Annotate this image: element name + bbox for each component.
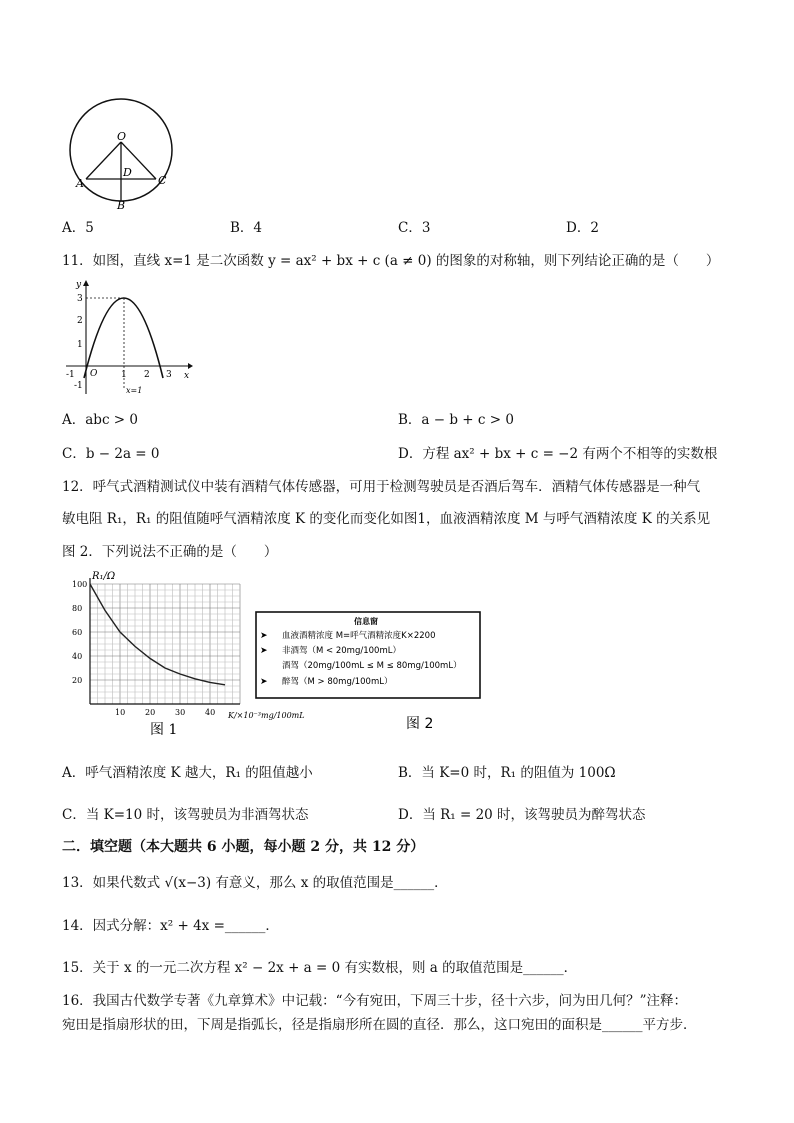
fig1-xtick-label: 30 bbox=[175, 708, 186, 717]
q11-option-c[interactable]: C．b − 2a = 0 bbox=[62, 446, 160, 462]
q10-option-a[interactable]: A．5 bbox=[62, 220, 94, 236]
q12-option-c[interactable]: C．当 K=10 时，该驾驶员为非酒驾状态 bbox=[62, 807, 309, 823]
fig2-row-4: 醉驾（M > 80mg/100mL） bbox=[282, 677, 393, 687]
x-axis-arrow bbox=[188, 363, 193, 369]
fig1-xticks bbox=[115, 708, 215, 717]
q11-stem: 11．如图，直线 x=1 是二次函数 y = ax² + bx + c (a ≠ 0) 的图象的对称轴，则下列结论正确的是（ ） bbox=[62, 253, 720, 269]
y-axis-arrow bbox=[83, 280, 89, 286]
label-c: C bbox=[158, 174, 167, 187]
label-symmetry-axis: x=1 bbox=[126, 386, 143, 395]
fig1-xlabel: K/×10⁻³mg/100mL bbox=[228, 711, 305, 720]
q11-option-b[interactable]: B．a − b + c > 0 bbox=[398, 412, 514, 428]
q12-option-b[interactable]: B．当 K=0 时，R₁ 的阻值为 100Ω bbox=[398, 765, 616, 781]
q10-option-c[interactable]: C．3 bbox=[398, 220, 431, 236]
q12-stem-line2: 敏电阻 R₁，R₁ 的阻值随呼气酒精浓度 K 的变化而变化如图1，血液酒精浓度 M 与呼气酒精浓度 K 的关系见 bbox=[62, 511, 711, 527]
fig2-info-box bbox=[254, 610, 484, 738]
label-o: O bbox=[117, 130, 127, 143]
tick-y1: 1 bbox=[77, 340, 83, 350]
q10-option-b[interactable]: B．4 bbox=[230, 220, 263, 236]
fig1-ytick-label: 40 bbox=[72, 652, 83, 661]
fig1-caption: 图 1 bbox=[150, 722, 178, 738]
fig2-row-2: 非酒驾（M < 20mg/100mL） bbox=[282, 646, 401, 656]
q16-line1: 16．我国古代数学专著《九章算术》中记载：“今有宛田，下周三十步，径十六步，问为田几何？”注释： bbox=[62, 993, 687, 1009]
label-b: B bbox=[117, 199, 126, 210]
fig1-ytick-label: 80 bbox=[72, 604, 83, 613]
label-d: D bbox=[123, 166, 132, 179]
fig2-title: 信息窗 bbox=[354, 617, 378, 626]
fig1-xtick-label: 10 bbox=[115, 708, 126, 717]
tick-xm1: -1 bbox=[66, 370, 75, 380]
q15: 15．关于 x 的一元二次方程 x² − 2x + a = 0 有实数根，则 a 的取值范围是______． bbox=[62, 960, 578, 976]
fig1-ytick-label: 20 bbox=[72, 676, 83, 685]
q10-option-d[interactable]: D．2 bbox=[566, 220, 599, 236]
tick-x3: 3 bbox=[166, 370, 172, 380]
fig1-yticks bbox=[72, 580, 87, 685]
fig1-xtick-label: 40 bbox=[205, 708, 216, 717]
fig1-grid bbox=[90, 584, 240, 704]
q16-line2: 宛田是指扇形状的田，下周是指弧长，径是指扇形所在圆的直径．那么，这口宛田的面积是______平方步． bbox=[62, 1017, 697, 1033]
fig1-ytick-label: 60 bbox=[72, 628, 83, 637]
label-origin: O bbox=[90, 369, 98, 379]
fig2-row-3: 酒驾（20mg/100mL ≤ M ≤ 80mg/100mL） bbox=[282, 661, 462, 671]
tick-x2: 2 bbox=[144, 370, 150, 380]
fig2-row-1: 血液酒精浓度 M=呼气酒精浓度K×2200 bbox=[282, 631, 436, 641]
q13: 13．如果代数式 √(x−3) 有意义，那么 x 的取值范围是______． bbox=[62, 875, 448, 891]
label-y: y bbox=[76, 280, 82, 290]
q11-option-a[interactable]: A．abc > 0 bbox=[62, 412, 138, 428]
fig2-bullet-2: ➤ bbox=[260, 646, 268, 656]
q12-stem-line3: 图 2．下列说法不正确的是（ ） bbox=[62, 544, 278, 560]
fig1-xtick-label: 20 bbox=[145, 708, 156, 717]
tick-y2: 2 bbox=[77, 316, 83, 326]
fig2-bullet-1: ➤ bbox=[260, 631, 268, 641]
q11-option-d[interactable]: D．方程 ax² + bx + c = −2 有两个不相等的实数根 bbox=[398, 446, 718, 462]
tick-x1: 1 bbox=[121, 370, 127, 380]
q14: 14．因式分解：x² + 4x =______． bbox=[62, 918, 279, 934]
section-fill-in-heading: 二．填空题（本大题共 6 小题，每小题 2 分，共 12 分） bbox=[62, 839, 425, 855]
tick-ym1: -1 bbox=[74, 381, 83, 391]
q12-stem-line1: 12．呼气式酒精测试仪中装有酒精气体传感器，可用于检测驾驶员是否酒后驾车．酒精气体传感器是一种气 bbox=[62, 479, 701, 495]
segment-oa bbox=[86, 142, 121, 179]
q12-option-d[interactable]: D．当 R₁ = 20 时，该驾驶员为醉驾状态 bbox=[398, 807, 646, 823]
circle-figure bbox=[64, 92, 178, 210]
tick-y3: 3 bbox=[77, 294, 83, 304]
label-a: A bbox=[76, 177, 84, 190]
fig1-ytick-label: 100 bbox=[72, 580, 88, 589]
fig1-ylabel: R₁/Ω bbox=[92, 571, 116, 582]
q12-option-a[interactable]: A．呼气酒精浓度 K 越大，R₁ 的阻值越小 bbox=[62, 765, 313, 781]
label-x: x bbox=[184, 371, 190, 381]
parabola-graph bbox=[62, 278, 194, 398]
fig2-caption: 图 2 bbox=[406, 716, 434, 732]
fig2-bullet-3: ➤ bbox=[260, 677, 268, 687]
